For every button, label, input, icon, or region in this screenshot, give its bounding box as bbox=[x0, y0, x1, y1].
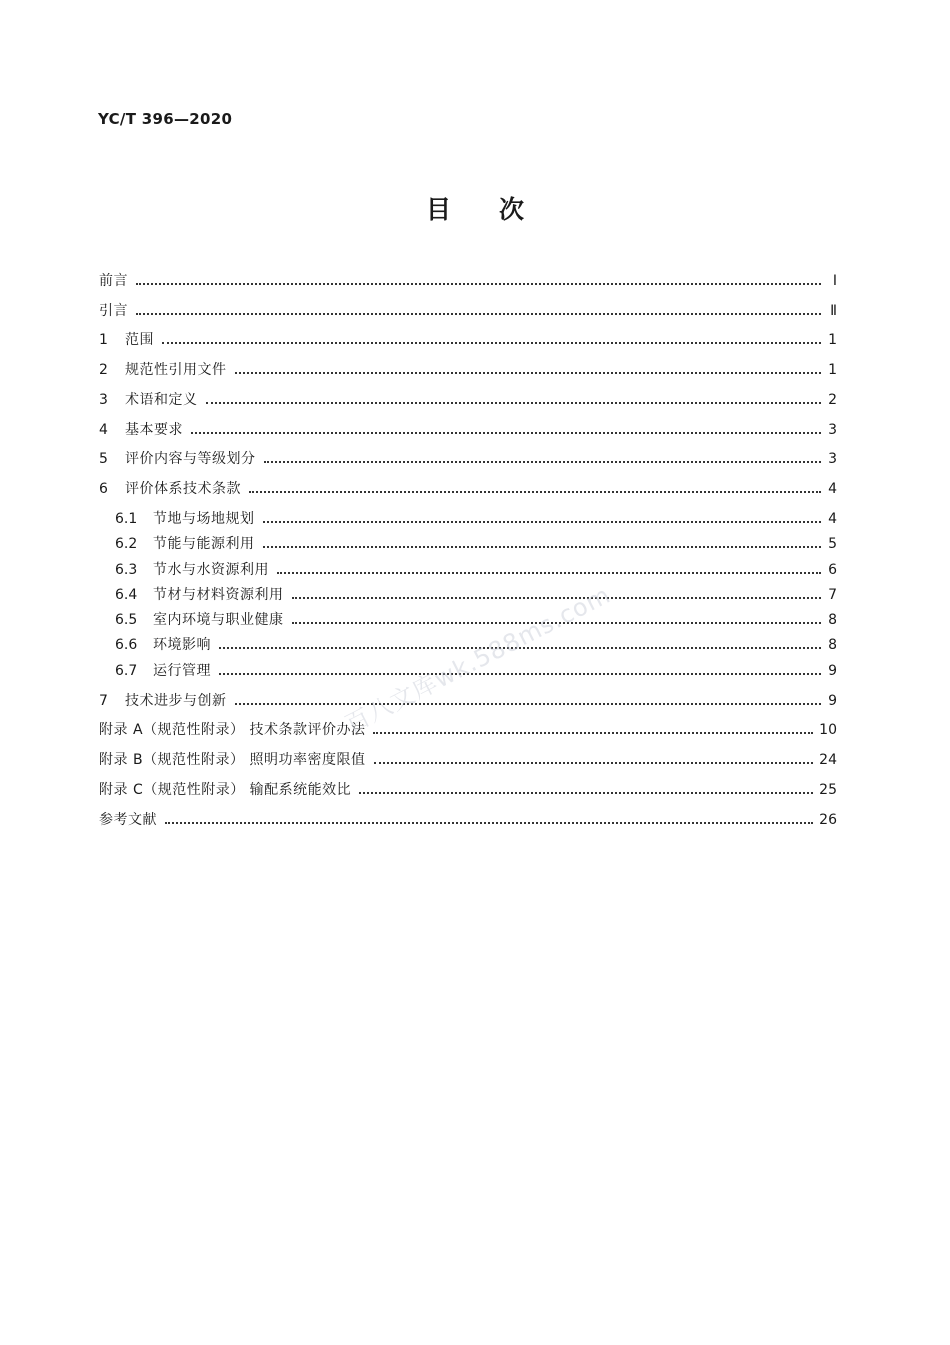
toc-entry-number: 6.4 bbox=[115, 586, 138, 603]
dot-leader bbox=[136, 283, 821, 285]
toc-entry-number: 6.3 bbox=[115, 561, 138, 578]
toc-entry-number: 6.6 bbox=[115, 637, 138, 654]
toc-entry-number: 6.7 bbox=[115, 662, 138, 679]
toc-entry-label: 运行管理 bbox=[153, 662, 211, 679]
toc-entry-page: 26 bbox=[819, 811, 837, 828]
toc-entry-number: 6.2 bbox=[115, 536, 138, 553]
toc-entry-label: 室内环境与职业健康 bbox=[153, 612, 284, 629]
dot-leader bbox=[235, 372, 822, 374]
toc-entry-label: 评价内容与等级划分 bbox=[125, 451, 256, 468]
dot-leader bbox=[264, 461, 822, 463]
dot-leader bbox=[191, 432, 821, 434]
toc-entry[interactable] bbox=[99, 749, 837, 769]
toc-entry[interactable] bbox=[99, 270, 837, 290]
dot-leader bbox=[277, 572, 821, 574]
toc-entry-page: 5 bbox=[828, 536, 837, 553]
toc-entry-label: 附录 B（规范性附录） 照明功率密度限值 bbox=[99, 752, 366, 769]
toc-entry-page: 6 bbox=[828, 561, 837, 578]
toc-entry-page: 25 bbox=[819, 781, 837, 798]
toc-entry-page: 3 bbox=[828, 451, 837, 468]
toc-entry-label: 参考文献 bbox=[99, 811, 157, 828]
toc-entry[interactable] bbox=[99, 779, 837, 799]
toc-entry-label: 基本要求 bbox=[125, 421, 183, 438]
dot-leader bbox=[235, 703, 822, 705]
toc-entry[interactable] bbox=[99, 448, 837, 468]
toc-entry-label: 引言 bbox=[99, 302, 128, 319]
toc-entry-label: 前言 bbox=[99, 273, 128, 289]
toc-entry-page: 2 bbox=[828, 391, 837, 408]
toc-entry[interactable] bbox=[99, 419, 837, 439]
toc-entry-page: 24 bbox=[819, 752, 837, 769]
standard-number: YC/T 396—2020 bbox=[98, 110, 233, 128]
toc-entry-page: 10 bbox=[819, 722, 837, 739]
toc-entry[interactable] bbox=[99, 508, 837, 528]
toc-entry-label: 范围 bbox=[125, 332, 154, 349]
toc-entry-page: Ⅱ bbox=[830, 302, 837, 319]
dot-leader bbox=[374, 762, 814, 764]
toc-entry-page: 9 bbox=[828, 692, 837, 709]
toc-entry-label: 附录 A（规范性附录） 技术条款评价办法 bbox=[99, 722, 366, 739]
toc-entry-number: 2 bbox=[99, 362, 108, 379]
toc-entry[interactable] bbox=[99, 584, 837, 604]
dot-leader bbox=[206, 402, 822, 404]
toc-entry-number: 7 bbox=[99, 692, 108, 709]
dot-leader bbox=[219, 673, 821, 675]
toc-entry-label: 环境影响 bbox=[153, 637, 211, 654]
toc-entry[interactable] bbox=[99, 719, 837, 739]
toc-entry[interactable] bbox=[99, 478, 837, 498]
toc-entry[interactable] bbox=[99, 809, 837, 829]
toc-entry-label: 节能与能源利用 bbox=[153, 536, 255, 553]
dot-leader bbox=[263, 546, 822, 548]
toc-entry-page: 3 bbox=[828, 421, 837, 438]
toc-entry-page: 8 bbox=[828, 637, 837, 654]
toc-entry-label: 规范性引用文件 bbox=[125, 362, 227, 379]
toc-entry-label: 节水与水资源利用 bbox=[153, 561, 269, 578]
toc-entry-label: 评价体系技术条款 bbox=[125, 480, 241, 497]
toc-entry-number: 6.1 bbox=[115, 510, 138, 527]
page-title: 目次 bbox=[425, 195, 572, 224]
toc-entry[interactable] bbox=[99, 609, 837, 629]
toc-entry-number: 6 bbox=[99, 480, 108, 497]
toc-entry-page: 4 bbox=[828, 510, 837, 527]
toc-entry-label: 节材与材料资源利用 bbox=[153, 586, 284, 603]
toc-entry[interactable] bbox=[99, 690, 837, 710]
toc-entry-label: 附录 C（规范性附录） 输配系统能效比 bbox=[99, 781, 352, 798]
toc-entry-page: 1 bbox=[828, 332, 837, 349]
toc-entry-number: 5 bbox=[99, 451, 108, 468]
toc-entry[interactable] bbox=[99, 300, 837, 320]
dot-leader bbox=[359, 792, 813, 794]
toc-entry[interactable] bbox=[99, 329, 837, 349]
toc-entry-page: 7 bbox=[828, 586, 837, 603]
dot-leader bbox=[136, 313, 821, 315]
toc-entry[interactable] bbox=[99, 359, 837, 379]
toc-entry-page: 1 bbox=[828, 362, 837, 379]
toc-entry-page: 9 bbox=[828, 662, 837, 679]
dot-leader bbox=[249, 491, 821, 493]
toc-entry-page: 4 bbox=[828, 480, 837, 497]
toc-entry-page: Ⅰ bbox=[832, 273, 837, 289]
dot-leader bbox=[162, 342, 821, 344]
toc-entry-label: 节地与场地规划 bbox=[153, 510, 255, 527]
toc-entry-page: 8 bbox=[828, 612, 837, 629]
toc-entry[interactable] bbox=[99, 533, 837, 553]
toc-entry-number: 6.5 bbox=[115, 612, 138, 629]
dot-leader bbox=[165, 822, 813, 824]
toc-entry-label: 术语和定义 bbox=[125, 391, 198, 408]
toc-entry[interactable] bbox=[99, 389, 837, 409]
toc-entry-label: 技术进步与创新 bbox=[125, 692, 227, 709]
toc-entry-number: 1 bbox=[99, 332, 108, 349]
toc-entry[interactable] bbox=[99, 559, 837, 579]
toc-entry-number: 3 bbox=[99, 391, 108, 408]
watermark: 百八文库wk.588ms.com bbox=[340, 580, 616, 739]
dot-leader bbox=[263, 521, 822, 523]
dot-leader bbox=[373, 732, 813, 734]
toc-entry-number: 4 bbox=[99, 421, 108, 438]
